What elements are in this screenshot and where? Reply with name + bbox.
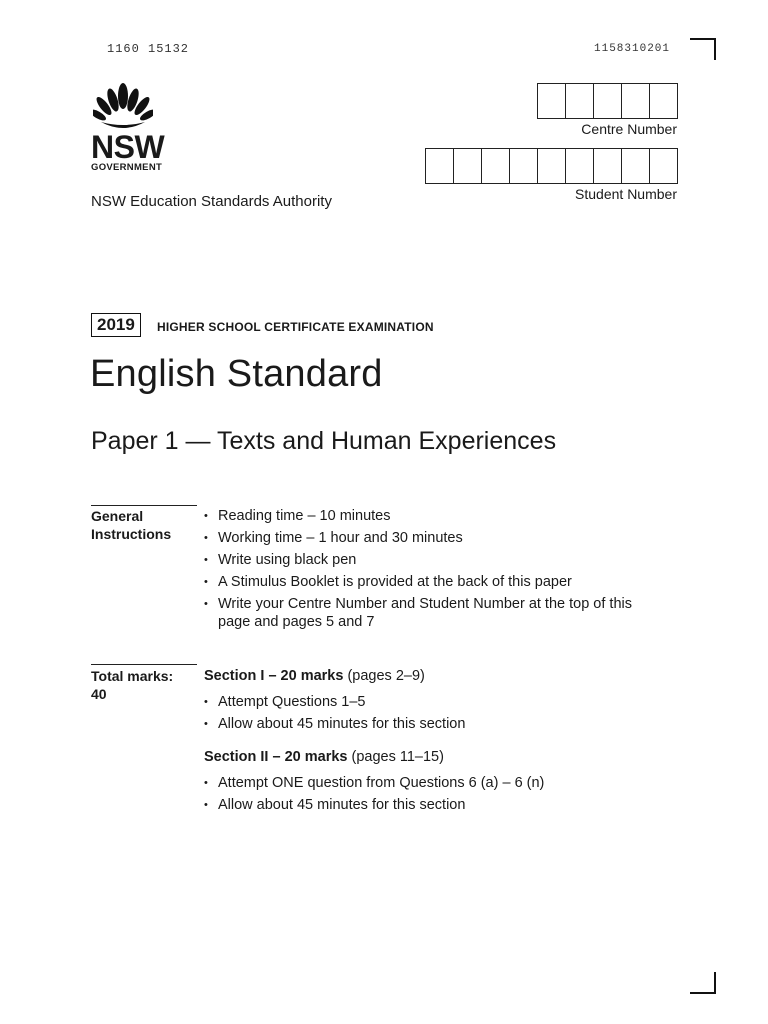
student-number-digit[interactable] [594,149,622,183]
authority-name: NSW Education Standards Authority [91,193,332,210]
section-two [204,748,664,818]
nsw-logo [91,82,181,173]
student-number-digit[interactable] [622,149,650,183]
list-item: • Allow about 45 minutes for this section [204,715,664,733]
list-item: • A Stimulus Booklet is provided at the back of this paper [204,573,654,591]
centre-number-boxes[interactable] [537,83,678,119]
list-item: • Allow about 45 minutes for this section [204,796,664,814]
centre-number-digit[interactable] [594,84,622,118]
divider-total [91,664,197,665]
list-item: • Reading time – 10 minutes [204,507,654,525]
total-marks-label: Total marks: 40 [91,668,174,702]
section-one [204,667,664,737]
student-number-boxes[interactable] [425,148,678,184]
student-number-digit[interactable] [510,149,538,183]
list-item: • Write your Centre Number and Student Number at the top of this page and pages 5 and 7 [204,595,654,631]
centre-number-label: Centre Number [581,121,677,137]
corner-mark-bottom [690,972,716,994]
section-one-list [204,693,664,733]
student-number-digit[interactable] [566,149,594,183]
section-heading: Section II – 20 marks (pages 11–15) [204,749,444,765]
logo-subtext: GOVERNMENT [91,162,163,173]
exam-title: English Standard [90,353,383,395]
student-number-digit[interactable] [538,149,566,183]
list-item: • Write using black pen [204,551,654,569]
general-instructions-list [204,507,654,635]
centre-number-digit[interactable] [622,84,650,118]
divider-general [91,505,197,506]
paper-code-right: 1158310201 [594,43,671,55]
student-number-digit[interactable] [426,149,454,183]
centre-number-digit[interactable] [538,84,566,118]
waratah-flower-icon [93,82,153,132]
corner-mark-top [690,38,716,60]
student-number-digit[interactable] [650,149,677,183]
general-instructions-label: General Instructions [91,508,172,542]
student-number-label: Student Number [575,186,677,202]
student-number-digit[interactable] [454,149,482,183]
list-item: • Working time – 1 hour and 30 minutes [204,529,654,547]
exam-type: HIGHER SCHOOL CERTIFICATE EXAMINATION [157,320,434,334]
list-item: • Attempt ONE question from Questions 6 (a) – 6 (n) [204,774,664,792]
paper-title: Paper 1 — Texts and Human Experiences [91,427,557,455]
paper-code-left: 1160 15132 [107,42,190,56]
student-number-digit[interactable] [482,149,510,183]
section-heading: Section I – 20 marks (pages 2–9) [204,668,425,684]
section-two-list [204,774,664,814]
centre-number-digit[interactable] [566,84,594,118]
list-item: • Attempt Questions 1–5 [204,693,664,711]
centre-number-digit[interactable] [650,84,677,118]
logo-wordmark: NSW [91,129,165,165]
exam-year: 2019 [91,313,141,337]
